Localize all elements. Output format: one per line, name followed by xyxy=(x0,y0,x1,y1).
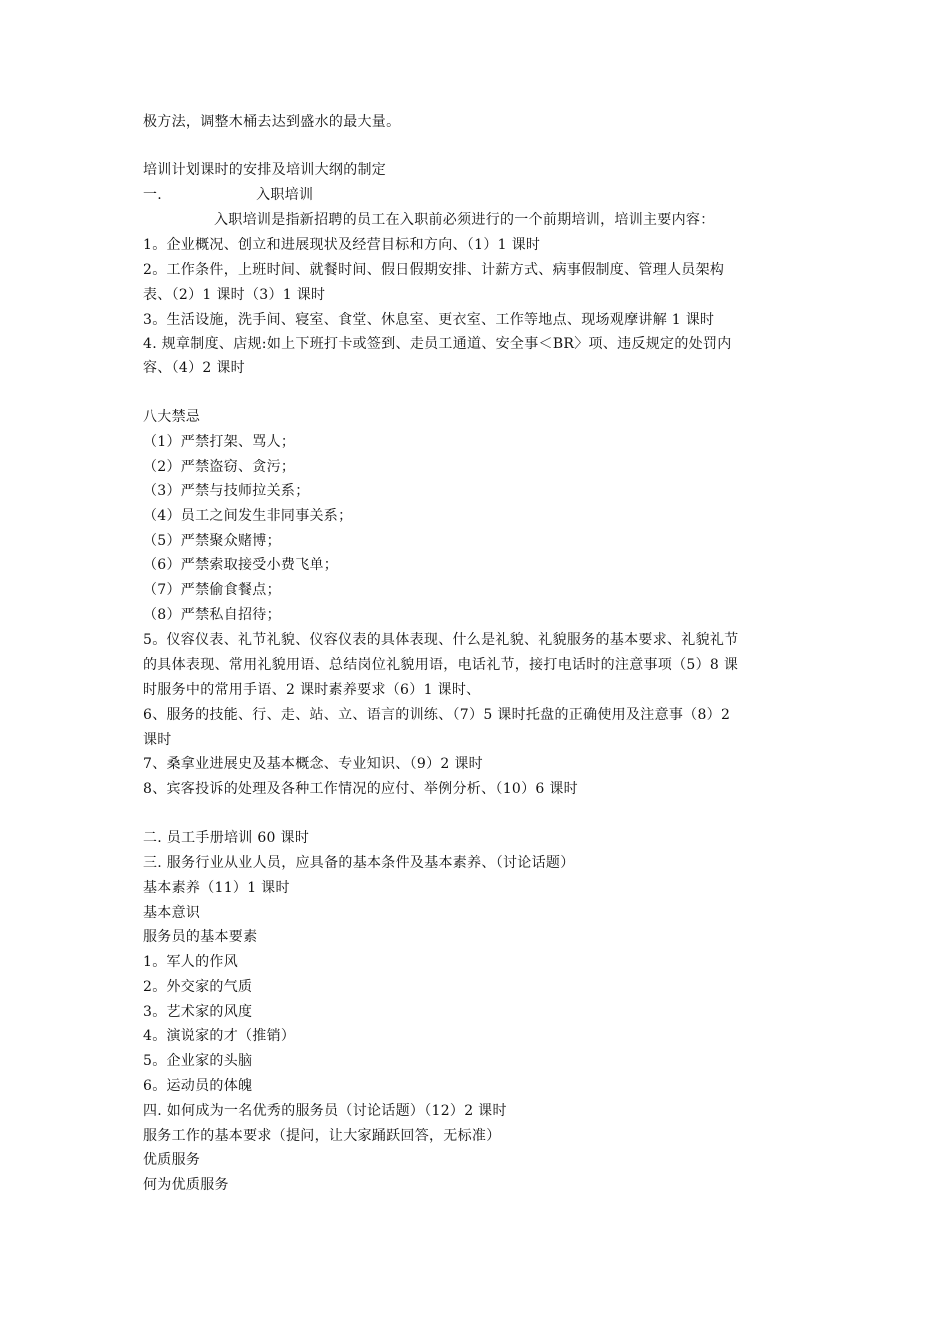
text-line: 7、桑拿业进展史及基本概念、专业知识、（9）2 课时 xyxy=(143,756,483,772)
list-item: 3。艺术家的风度 xyxy=(143,1004,253,1020)
list-item: （3）严禁与技师拉关系； xyxy=(143,483,310,499)
list-item: 2。外交家的气质 xyxy=(143,979,253,995)
section-heading: 培训计划课时的安排及培训大纲的制定 xyxy=(143,162,387,178)
text-line: 基本素养（11）1 课时 xyxy=(143,880,290,896)
text-line: 2。工作条件，上班时间、就餐时间、假日假期安排、计薪方式、病事假制度、管理人员架构 xyxy=(143,262,725,278)
section-heading-4: 四. 如何成为一名优秀的服务员（讨论话题）（12）2 课时 xyxy=(143,1103,507,1119)
text-line: 的具体表现、常用礼貌用语、总结岗位礼貌用语，电话礼节，接打电话时的注意事项（5）8 课 xyxy=(143,657,739,673)
list-item: （7）严禁偷食餐点； xyxy=(143,582,281,598)
section-number: 一. xyxy=(143,187,163,203)
list-item: 5。企业家的头脑 xyxy=(143,1053,253,1069)
text-line: 服务员的基本要素 xyxy=(143,929,258,945)
text-line: 基本意识 xyxy=(143,905,201,921)
text-line: 6、服务的技能、行、走、站、立、语言的训练、（7）5 课时托盘的正确使用及注意事（8）2 xyxy=(143,707,731,723)
section-title: 入职培训 xyxy=(256,187,314,203)
list-item: 4。演说家的才（推销） xyxy=(143,1028,296,1044)
text-line: 课时 xyxy=(143,732,172,748)
text-line: 1。企业概况、创立和进展现状及经营目标和方向、（1）1 课时 xyxy=(143,237,541,253)
list-item: 6。运动员的体魄 xyxy=(143,1078,253,1094)
list-item: （1）严禁打架、骂人； xyxy=(143,434,296,450)
text-line: 极方法，调整木桶去达到盛水的最大量。 xyxy=(143,114,401,130)
text-line: 3。生活设施，洗手间、寝室、食堂、休息室、更衣室、工作等地点、现场观摩讲解 1 课时 xyxy=(143,312,715,328)
text-line: 时服务中的常用手语、2 课时素养要求（6）1 课时、 xyxy=(143,682,481,698)
list-heading: 八大禁忌 xyxy=(143,409,201,425)
text-line: 表、（2）1 课时（3）1 课时 xyxy=(143,287,326,303)
list-item: （4）员工之间发生非同事关系； xyxy=(143,508,353,524)
section-heading-1 xyxy=(143,185,313,205)
text-line: 4. 规章制度、店规:如上下班打卡或签到、走员工通道、安全事＜BR〉项、违反规定的处罚内 xyxy=(143,336,732,352)
section-heading-2: 二. 员工手册培训 60 课时 xyxy=(143,830,310,846)
text-line: 容、（4）2 课时 xyxy=(143,360,245,376)
list-item: （8）严禁私自招待； xyxy=(143,607,281,623)
text-line: 何为优质服务 xyxy=(143,1177,229,1193)
list-item: （2）严禁盗窃、贪污； xyxy=(143,459,296,475)
section-heading-3: 三. 服务行业从业人员，应具备的基本条件及基本素养、（讨论话题） xyxy=(143,855,575,871)
list-item: 1。军人的作风 xyxy=(143,954,239,970)
text-line: 入职培训是指新招聘的员工在入职前必须进行的一个前期培训，培训主要内容： xyxy=(214,212,715,228)
list-item: （5）严禁聚众赌博； xyxy=(143,533,281,549)
text-line: 服务工作的基本要求（提问，让大家踊跃回答，无标准） xyxy=(143,1128,501,1144)
list-item: （6）严禁索取接受小费飞单； xyxy=(143,557,339,573)
text-line: 优质服务 xyxy=(143,1152,201,1168)
text-line: 5。仪容仪表、礼节礼貌、仪容仪表的具体表现、什么是礼貌、礼貌服务的基本要求、礼貌礼节 xyxy=(143,632,739,648)
text-line: 8、宾客投诉的处理及各种工作情况的应付、举例分析、（10）6 课时 xyxy=(143,781,578,797)
